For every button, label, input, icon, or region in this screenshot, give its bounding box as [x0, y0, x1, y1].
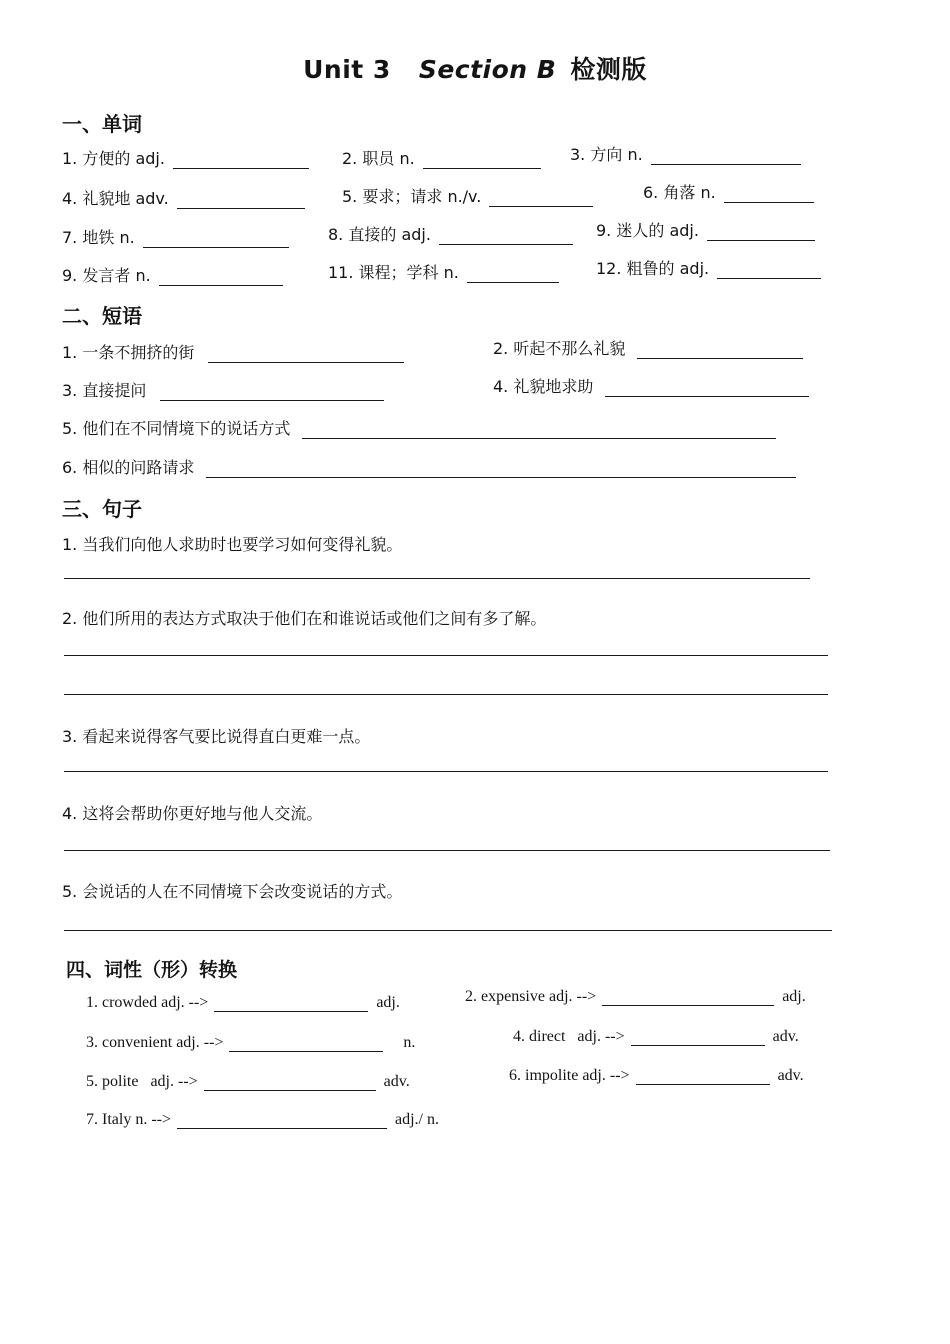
phrase-item: [493, 336, 803, 359]
phrase-prompt: 3. 直接提问: [62, 381, 147, 400]
sentence-prompt: 2. 他们所用的表达方式取决于他们在和谁说话或他们之间有多了解。: [62, 609, 547, 628]
word-item: [643, 180, 814, 203]
phrase-item: [62, 416, 776, 439]
word-prompt: 11. 课程；学科 n.: [328, 263, 459, 282]
phrase-item: [62, 455, 796, 478]
answer-blank[interactable]: [159, 269, 283, 286]
word-item: [328, 222, 573, 245]
conversion-prompt: 3. convenient adj. -->: [86, 1034, 224, 1051]
conversion-item: [86, 1111, 439, 1129]
answer-blank[interactable]: [605, 380, 809, 397]
answer-blank[interactable]: [717, 262, 821, 279]
answer-blank[interactable]: [489, 190, 593, 207]
phrase-prompt: 6. 相似的问路请求: [62, 458, 195, 477]
word-prompt: 2. 职员 n.: [342, 149, 415, 168]
word-prompt: 6. 角落 n.: [643, 183, 716, 202]
answer-blank[interactable]: [143, 231, 289, 248]
conversion-item: [465, 988, 806, 1006]
word-prompt: 4. 礼貌地 adv.: [62, 189, 169, 208]
answer-line[interactable]: [64, 578, 810, 579]
word-item: [62, 263, 283, 286]
phrase-prompt: 4. 礼貌地求助: [493, 377, 594, 396]
section-heading-words: 一、单词: [62, 112, 142, 136]
sentence-prompt: 3. 看起来说得客气要比说得直白更难一点。: [62, 727, 371, 746]
conversion-prompt: 5. polite adj. -->: [86, 1073, 198, 1090]
conversion-suffix: adj.: [782, 988, 806, 1005]
conversion-item: [509, 1067, 804, 1085]
phrase-prompt: 1. 一条不拥挤的街: [62, 343, 195, 362]
answer-blank[interactable]: [602, 989, 774, 1006]
conversion-prompt: 7. Italy n. -->: [86, 1111, 171, 1128]
word-prompt: 8. 直接的 adj.: [328, 225, 431, 244]
answer-blank[interactable]: [631, 1029, 765, 1046]
answer-blank[interactable]: [229, 1035, 383, 1052]
section-heading-sentences: 三、句子: [62, 497, 142, 521]
answer-line[interactable]: [64, 655, 828, 656]
answer-blank[interactable]: [651, 148, 801, 165]
phrase-item: [62, 378, 384, 401]
word-item: [328, 260, 559, 283]
conversion-suffix: adv.: [777, 1067, 804, 1084]
answer-line[interactable]: [64, 771, 828, 772]
conversion-item: [86, 1073, 410, 1091]
sentence-prompt: 5. 会说话的人在不同情境下会改变说话的方式。: [62, 882, 403, 901]
word-prompt: 9. 发言者 n.: [62, 266, 151, 285]
page-title: [0, 50, 950, 86]
conversion-suffix: adj./ n.: [395, 1111, 439, 1128]
answer-blank[interactable]: [724, 186, 814, 203]
section-heading-conversion: 四、词性（形）转换: [66, 959, 238, 981]
conversion-suffix: adv.: [772, 1028, 799, 1045]
conversion-prompt: 6. impolite adj. -->: [509, 1067, 630, 1084]
word-prompt: 9. 迷人的 adj.: [596, 221, 699, 240]
word-prompt: 12. 粗鲁的 adj.: [596, 259, 710, 278]
phrase-item: [62, 340, 404, 363]
answer-blank[interactable]: [177, 192, 305, 209]
title-section: Section B: [418, 55, 557, 84]
answer-blank[interactable]: [160, 384, 384, 401]
conversion-item: [86, 994, 400, 1012]
conversion-prompt: 4. direct adj. -->: [513, 1028, 625, 1045]
answer-blank[interactable]: [707, 224, 815, 241]
answer-blank[interactable]: [206, 461, 796, 478]
word-prompt: 3. 方向 n.: [570, 145, 643, 164]
word-prompt: 1. 方便的 adj.: [62, 149, 165, 168]
conversion-suffix: adv.: [383, 1073, 410, 1090]
title-unit: Unit 3: [303, 55, 391, 84]
answer-blank[interactable]: [423, 152, 541, 169]
answer-blank[interactable]: [177, 1112, 387, 1129]
answer-line[interactable]: [64, 930, 832, 931]
word-item: [570, 142, 801, 165]
answer-blank[interactable]: [208, 346, 404, 363]
title-label: 检测版: [570, 55, 647, 84]
phrase-prompt: 5. 他们在不同情境下的说话方式: [62, 419, 291, 438]
word-item: [596, 218, 815, 241]
answer-blank[interactable]: [439, 228, 573, 245]
answer-blank[interactable]: [173, 152, 309, 169]
word-item: [62, 225, 289, 248]
conversion-suffix: n.: [403, 1034, 416, 1051]
word-item: [62, 146, 309, 169]
conversion-item: [86, 1034, 415, 1052]
word-prompt: 7. 地铁 n.: [62, 228, 135, 247]
conversion-prompt: 1. crowded adj. -->: [86, 994, 209, 1011]
answer-blank[interactable]: [302, 422, 776, 439]
section-heading-phrases: 二、短语: [62, 304, 142, 328]
word-item: [596, 256, 821, 279]
word-item: [62, 186, 305, 209]
word-prompt: 5. 要求；请求 n./v.: [342, 187, 482, 206]
answer-line[interactable]: [64, 850, 830, 851]
word-item: [342, 184, 593, 207]
answer-line[interactable]: [64, 694, 828, 695]
answer-blank[interactable]: [637, 342, 803, 359]
sentence-prompt: 1. 当我们向他人求助时也要学习如何变得礼貌。: [62, 535, 403, 554]
answer-blank[interactable]: [214, 995, 368, 1012]
conversion-suffix: adj.: [376, 994, 400, 1011]
answer-blank[interactable]: [636, 1068, 770, 1085]
answer-blank[interactable]: [204, 1074, 376, 1091]
phrase-prompt: 2. 听起不那么礼貌: [493, 339, 626, 358]
answer-blank[interactable]: [467, 266, 559, 283]
conversion-prompt: 2. expensive adj. -->: [465, 988, 597, 1005]
conversion-item: [513, 1028, 799, 1046]
phrase-item: [493, 374, 809, 397]
sentence-prompt: 4. 这将会帮助你更好地与他人交流。: [62, 804, 323, 823]
word-item: [342, 146, 541, 169]
